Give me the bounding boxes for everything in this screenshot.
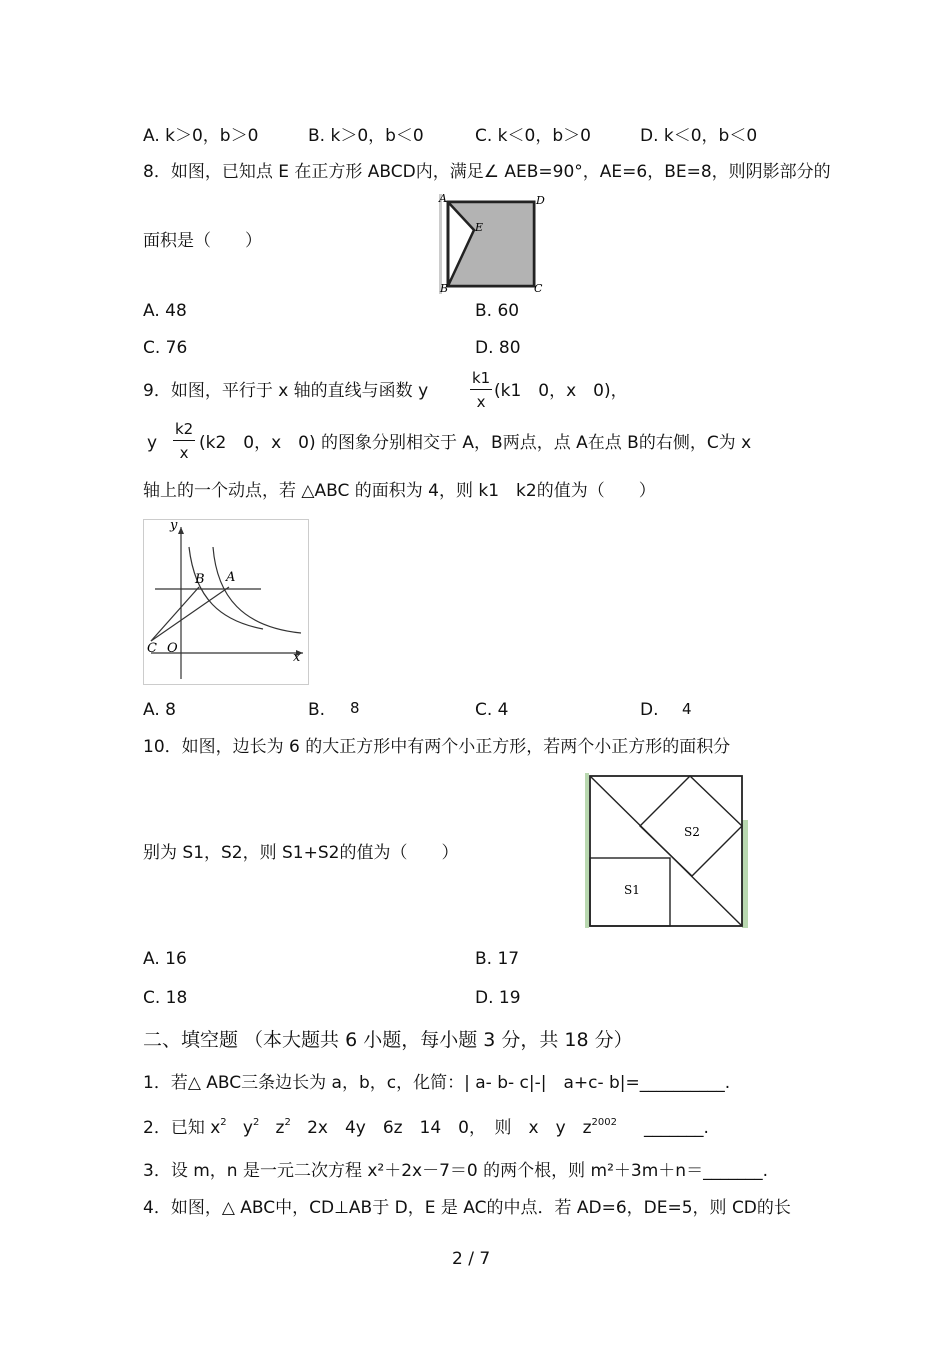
q9-fraction-1 — [470, 371, 492, 410]
fill-q2-y: y — [242, 1118, 253, 1138]
fill-q4: 4．如图，△ ABC中，CD⊥AB于 D，E 是 AC的中点．若 AD=6，DE=5，则 CD的长 — [143, 1198, 791, 1218]
fill-q2-blank: _______. — [644, 1118, 709, 1138]
q10-figure — [584, 772, 750, 929]
q10-option-d: D. 19 — [475, 988, 521, 1008]
q10-option-a: A. 16 — [143, 949, 187, 969]
q9-option-d-label: D. — [640, 700, 659, 720]
q9-figure — [143, 519, 310, 686]
q8-option-c: C. 76 — [143, 338, 188, 358]
q8-label-c: C — [534, 282, 543, 295]
fill-q2-z: z — [275, 1118, 285, 1138]
q9-stem-line2: (k2 0，x 0) 的图象分别相交于 A，B两点，点 A在点 B的右侧，C为 x — [199, 433, 752, 453]
q8-stem: 8．如图，已知点 E 在正方形 ABCD内，满足∠ AEB=90°，AE=6，BE=8，则阴影部分的 — [143, 162, 831, 182]
q9-y-label: y — [147, 433, 158, 453]
q9-frac2-den: x — [179, 444, 189, 462]
page-number: 2 / 7 — [452, 1249, 491, 1269]
fill-q3: 3．设 m，n 是一元二次方程 x²＋2x－7＝0 的两个根，则 m²＋3m＋n＝_______. — [143, 1161, 768, 1181]
q9-frac2-num: k2 — [173, 422, 195, 441]
q9-option-b-value: 8 — [350, 699, 360, 717]
q9-fraction-2 — [173, 422, 195, 461]
q10-label-s2: S2 — [684, 825, 700, 839]
q9-label-y: y — [170, 519, 178, 533]
q9-label-b: B — [195, 572, 205, 587]
q9-option-c: C. 4 — [475, 700, 509, 720]
q9-stem-suffix: (k1 0，x 0)， — [494, 381, 628, 401]
fill-q2-rest: 2x 4y 6z 14 0， 则 x y z — [307, 1118, 592, 1138]
fill-q2 — [143, 1117, 709, 1138]
q10-stem: 10．如图，边长为 6 的大正方形中有两个小正方形，若两个小正方形的面积分 — [143, 737, 731, 757]
q9-option-d-value: 4 — [682, 700, 692, 718]
q10-option-b: B. 17 — [475, 949, 520, 969]
q8-label-e: E — [475, 221, 484, 234]
q8-option-d: D. 80 — [475, 338, 521, 358]
fill-q2-prefix: 2．已知 x — [143, 1118, 221, 1138]
q7-option-c: C. k＜0，b＞0 — [475, 126, 591, 146]
fill-q2-exp-2002: 2002 — [591, 1117, 617, 1128]
q9-option-a: A. 8 — [143, 700, 176, 720]
fill-q2-exp-y: 2 — [252, 1117, 260, 1128]
q9-label-o: O — [167, 641, 178, 656]
fill-q2-exp-x: 2 — [220, 1117, 227, 1128]
q9-label-x: x — [293, 650, 301, 665]
q9-frac1-num: k1 — [470, 371, 492, 390]
fill-q2-exp-z: 2 — [284, 1117, 291, 1128]
q8-option-b: B. 60 — [475, 301, 520, 321]
q8-option-a: A. 48 — [143, 301, 187, 321]
q7-option-d: D. k＜0，b＜0 — [640, 126, 758, 146]
q8-label-b: B — [440, 282, 449, 295]
q8-stem-2: 面积是（ ） — [143, 231, 262, 251]
q9-frac1-den: x — [476, 393, 486, 411]
q10-option-c: C. 18 — [143, 988, 188, 1008]
q10-label-s1: S1 — [624, 883, 640, 897]
q9-option-b-label: B. — [308, 700, 326, 720]
q7-option-a: A. k＞0，b＞0 — [143, 126, 259, 146]
q8-figure — [436, 192, 548, 296]
q9-label-c: C — [147, 641, 157, 656]
q8-label-d: D — [536, 194, 545, 207]
q10-stem-2: 别为 S1，S2，则 S1+S2的值为（ ） — [143, 843, 459, 863]
q8-label-a: A — [439, 192, 447, 205]
q7-option-b: B. k＞0，b＜0 — [308, 126, 424, 146]
section-2-title: 二、填空题 （本大题共 6 小题，每小题 3 分，共 18 分） — [143, 1029, 633, 1051]
q9-label-a: A — [226, 570, 236, 585]
q9-stem-prefix: 9．如图，平行于 x 轴的直线与函数 y — [143, 381, 429, 401]
q9-stem-line3: 轴上的一个动点，若 △ABC 的面积为 4，则 k1 k2的值为（ ） — [143, 481, 656, 501]
fill-q1: 1．若△ ABC三条边长为 a，b，c，化简：| a- b- c|-| a+c- b|=__________. — [143, 1073, 731, 1093]
